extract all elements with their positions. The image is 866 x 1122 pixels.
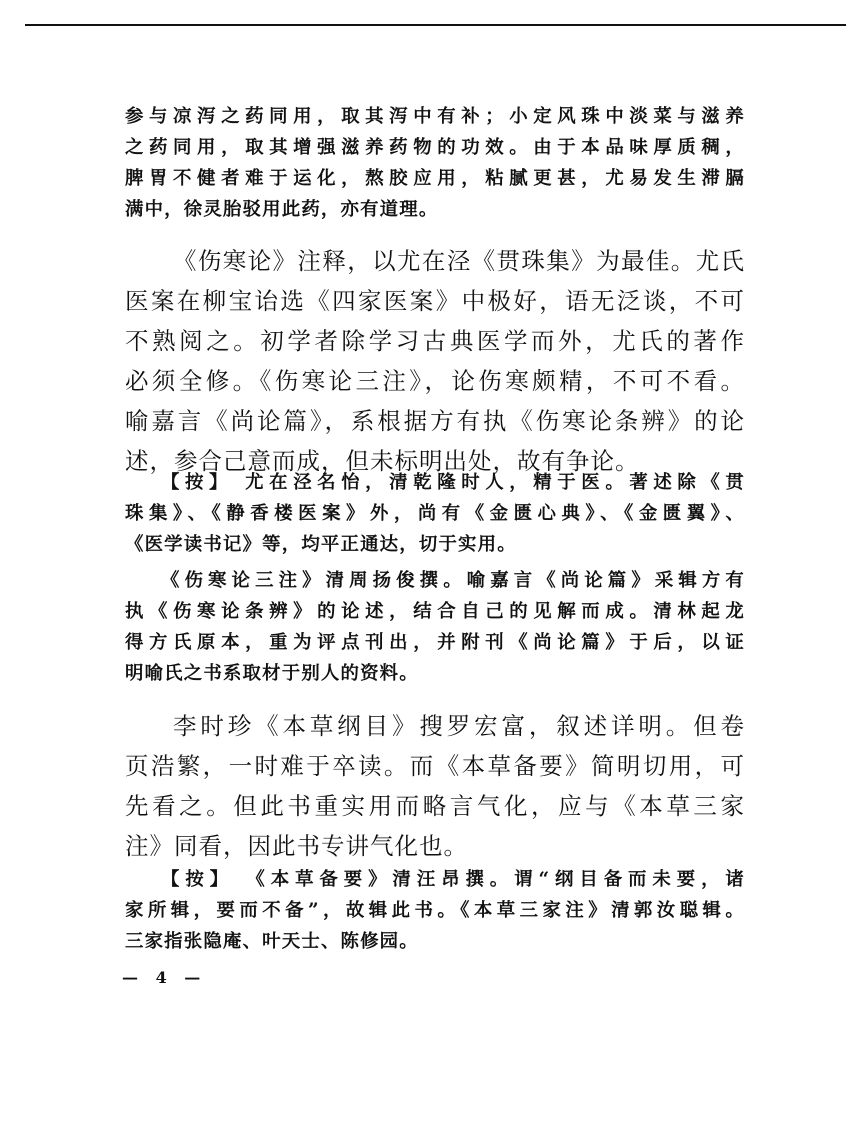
paragraph-bencao-gangmu [125, 706, 745, 866]
text-line: 喻嘉言《尚论篇》，系根据方有执《伤寒论条辨》的论 [125, 407, 745, 435]
text-line: 参与凉泻之药同用，取其泻中有补；小定风珠中淡菜与滋养 [125, 106, 745, 127]
text-line: 必须全修。《伤寒论三注》，论伤寒颇精，不可不看。 [125, 367, 745, 395]
text-line: 不熟阅之。初学者除学习古典医学而外，尤氏的著作 [125, 327, 745, 355]
note-you-zaijing [125, 467, 745, 560]
text-line: 得方氏原本，重为评点刊出，并附刊《尚论篇》于后，以证 [125, 632, 745, 653]
text-line: 《伤寒论》注释，以尤在泾《贯珠集》为最佳。尤氏 [173, 247, 745, 275]
text-line: 之药同用，取其增强滋养药物的功效。由于本品味厚质稠， [125, 137, 745, 158]
note-bencao-beiyao [125, 864, 745, 957]
text-line: 脾胃不健者难于运化，熬胶应用，粘腻更甚，尤易发生滞膈 [125, 168, 745, 189]
text-line: 家所辑，要而不备”，故辑此书。《本草三家注》清郭汝聪辑。 [125, 900, 745, 921]
paragraph-note-continuation [125, 101, 745, 225]
text-line: 页浩繁，一时难于卒读。而《本草备要》简明切用，可 [125, 752, 745, 780]
text-line: 三家指张隐庵、叶天士、陈修园。 [125, 931, 419, 952]
page-number: — 4 — [122, 968, 207, 987]
text-line: 执《伤寒论条辨》的论述，结合自己的见解而成。清林起龙 [125, 601, 745, 622]
text-line: 满中，徐灵胎驳用此药，亦有道理。 [125, 199, 439, 220]
text-line: 述，参合己意而成，但未标明出处，故有争论。 [125, 447, 640, 475]
text-line: 先看之。但此书重实用而略言气化，应与《本草三家 [125, 792, 745, 820]
text-line: 李时珍《本草纲目》搜罗宏富，叙述详明。但卷 [173, 712, 745, 740]
header-rule [25, 24, 846, 26]
note-shanghanlun-sanzhu [125, 565, 745, 689]
text-line: 《伤寒论三注》清周扬俊撰。喻嘉言《尚论篇》采辑方有 [161, 570, 745, 591]
text-line: 珠集》、《静香楼医案》外，尚有《金匮心典》、《金匮翼》、 [125, 503, 745, 524]
paragraph-shanghanlun-commentary [125, 241, 745, 481]
text-line: 医案在柳宝诒选《四家医案》中极好，语无泛谈，不可 [125, 287, 745, 315]
text-line: 【按】 尤在泾名怡，清乾隆时人，精于医。著述除《贯 [161, 472, 745, 493]
text-line: 《医学读书记》等，均平正通达，切于实用。 [125, 534, 517, 555]
text-line: 注》同看，因此书专讲气化也。 [125, 832, 468, 860]
text-line: 【按】 《本草备要》清汪昂撰。谓“纲目备而未要，诸 [161, 869, 745, 890]
text-line: 明喻氏之书系取材于别人的资料。 [125, 663, 419, 684]
